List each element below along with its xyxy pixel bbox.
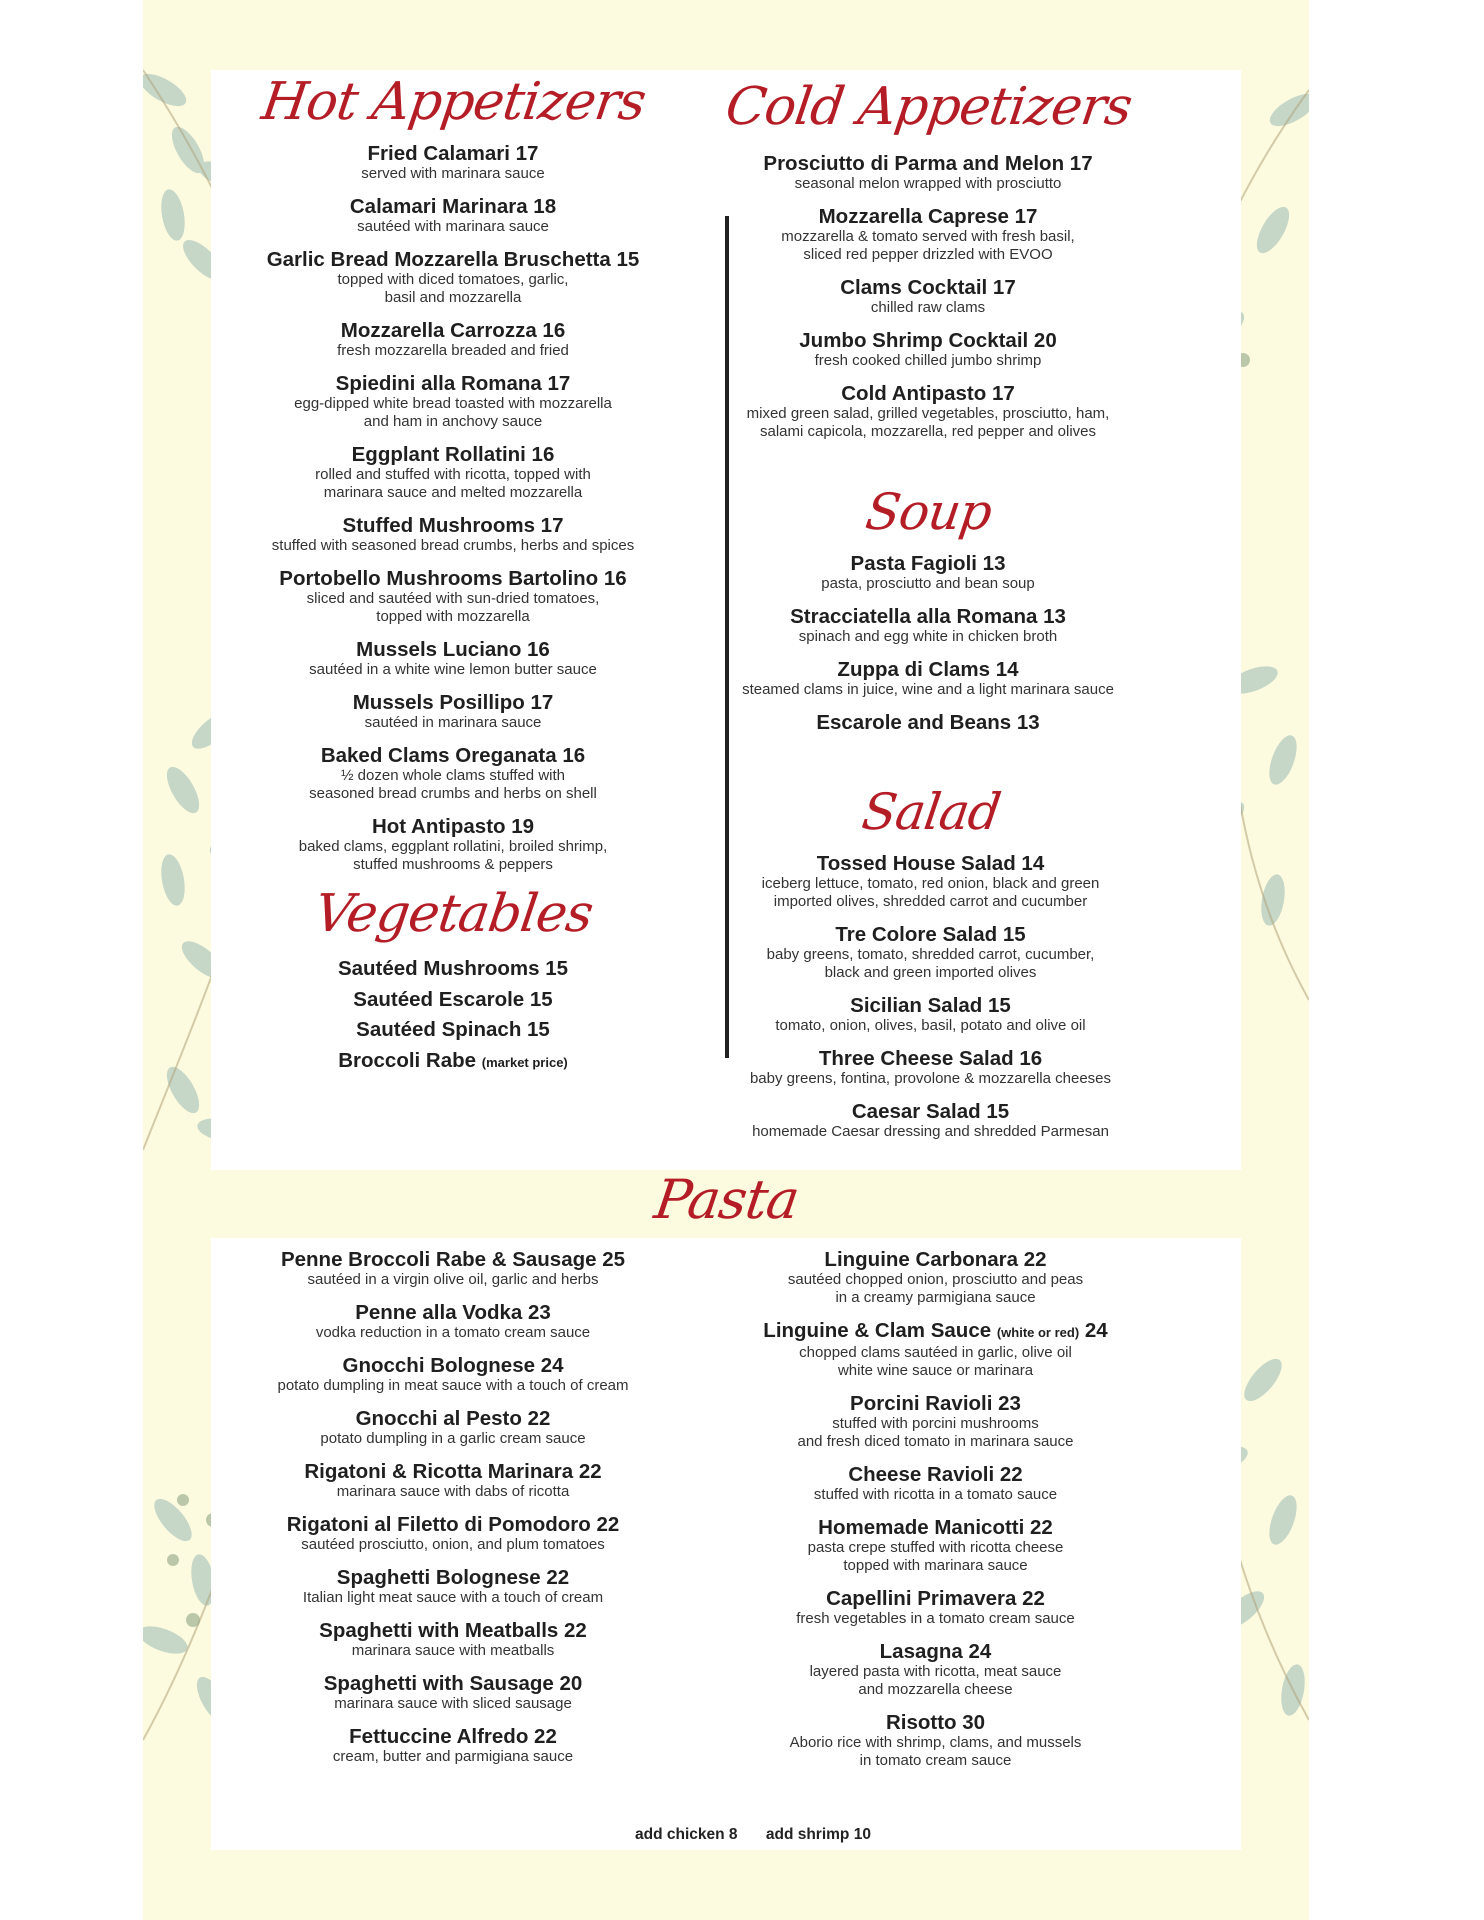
cold-appetizers-list (723, 152, 1133, 441)
menu-item-name: Three Cheese Salad 16 (818, 1047, 1043, 1070)
menu-item-description (218, 1695, 688, 1713)
menu-item-description (218, 1536, 688, 1554)
description-line: fresh cooked chilled jumbo shrimp (814, 352, 1042, 369)
menu-item-name: Spaghetti with Sausage 20 (323, 1672, 583, 1695)
description-line: fresh mozzarella breaded and fried (337, 342, 569, 359)
description-line: and mozzarella cheese (858, 1681, 1013, 1698)
description-line: imported olives, shredded carrot and cucumber (773, 893, 1088, 910)
description-line: topped with mozzarella (376, 608, 530, 625)
description-line: basil and mozzarella (384, 289, 522, 306)
broccoli-rabe-note: (market price) (481, 1054, 568, 1070)
menu-item-name: Rigatoni & Ricotta Marinara 22 (304, 1460, 602, 1483)
menu-item (218, 567, 688, 626)
menu-item-description (218, 165, 688, 183)
description-line: and ham in anchovy sauce (363, 413, 543, 430)
menu-item (723, 1640, 1148, 1699)
menu-item-name: Spaghetti with Meatballs 22 (319, 1619, 587, 1642)
menu-item-description (723, 352, 1133, 370)
description-line: marinara sauce and melted mozzarella (323, 484, 583, 501)
description-line: cream, butter and parmigiana sauce (332, 1748, 574, 1765)
menu-item (723, 605, 1133, 646)
menu-item (718, 994, 1143, 1035)
menu-item-description (723, 1610, 1148, 1628)
description-line: Italian light meat sauce with a touch of cream (302, 1589, 604, 1606)
description-line: sautéed prosciutto, onion, and plum tomatoes (301, 1536, 605, 1553)
menu-item-name: Tre Colore Salad 15 (835, 923, 1026, 946)
vegetables-title: Vegetables (310, 884, 597, 944)
description-line: rolled and stuffed with ricotta, topped with (315, 466, 591, 483)
description-line: baby greens, tomato, shredded carrot, cucumber, (766, 946, 1095, 963)
menu-item (218, 1672, 688, 1713)
menu-item-name: Escarole and Beans 13 (816, 711, 1040, 734)
menu-item (723, 382, 1133, 441)
description-line: vodka reduction in a tomato cream sauce (315, 1324, 591, 1341)
menu-item-description (218, 590, 688, 626)
menu-item (723, 552, 1133, 593)
menu-item-name: Homemade Manicotti 22 (818, 1516, 1053, 1539)
menu-item-description (218, 342, 688, 360)
menu-item (218, 1513, 688, 1554)
menu-item (723, 152, 1133, 193)
menu-item-description (218, 537, 688, 555)
menu-item-name: Clams Cocktail 17 (840, 276, 1016, 299)
menu-item-name: Jumbo Shrimp Cocktail 20 (799, 329, 1057, 352)
menu-item-note: (white or red) (996, 1325, 1080, 1340)
menu-item (218, 1301, 688, 1342)
pasta-right-list (723, 1248, 1148, 1770)
description-line: seasonal melon wrapped with prosciutto (794, 175, 1062, 192)
description-line: and fresh diced tomato in marinara sauce (797, 1433, 1074, 1450)
description-line: ½ dozen whole clams stuffed with (340, 767, 565, 784)
menu-item-description (218, 714, 688, 732)
menu-item-description (218, 466, 688, 502)
cold-appetizers-title: Cold Appetizers (722, 77, 1136, 137)
pasta-left-list (218, 1248, 688, 1766)
menu-item (218, 514, 688, 555)
menu-item-name: Spiedini alla Romana 17 (335, 372, 571, 395)
menu-item (218, 744, 688, 803)
menu-item (218, 1566, 688, 1607)
vegetable-item: Sautéed Spinach 15 (356, 1018, 550, 1041)
salad-list (718, 852, 1143, 1141)
menu-page (143, 0, 1309, 1920)
soup-title: Soup (862, 483, 995, 541)
menu-item-name: Prosciutto di Parma and Melon 17 (763, 152, 1093, 175)
menu-item-name: Cold Antipasto 17 (841, 382, 1015, 405)
vegetables-section (218, 882, 688, 1078)
menu-item-description (218, 661, 688, 679)
menu-item-description (218, 271, 688, 307)
menu-item (218, 1407, 688, 1448)
description-line: stuffed with seasoned bread crumbs, herbs and spices (271, 537, 635, 554)
menu-item-name: Penne alla Vodka 23 (355, 1301, 551, 1324)
menu-item-description (218, 1377, 688, 1395)
menu-item-description (218, 218, 688, 236)
menu-item-description (718, 875, 1143, 911)
menu-item-name: Mussels Posillipo 17 (352, 691, 554, 714)
menu-item (718, 1100, 1143, 1141)
description-line: in a creamy parmigiana sauce (835, 1289, 1036, 1306)
soup-list (723, 552, 1133, 734)
menu-item-name: Mussels Luciano 16 (356, 638, 550, 661)
hot-appetizers-section (218, 70, 688, 1078)
menu-item-name: Risotto 30 (885, 1711, 986, 1734)
pasta-left-column (218, 1248, 688, 1778)
salad-section (718, 780, 1143, 1153)
menu-item-description (723, 628, 1133, 646)
menu-item (718, 923, 1143, 982)
menu-item-description (723, 681, 1133, 699)
description-line: marinara sauce with sliced sausage (334, 1695, 572, 1712)
menu-item (723, 205, 1133, 264)
menu-item-description (723, 1344, 1148, 1380)
menu-item-description (718, 1123, 1143, 1141)
vegetable-item: Sautéed Escarole 15 (353, 987, 553, 1011)
description-line: topped with diced tomatoes, garlic, (337, 271, 569, 288)
description-line: served with marinara sauce (361, 165, 545, 182)
description-line: chopped clams sautéed in garlic, olive oil (799, 1344, 1072, 1361)
menu-item-description (718, 1070, 1143, 1088)
menu-item-description (723, 575, 1133, 593)
menu-item-description (718, 1017, 1143, 1035)
description-line: mixed green salad, grilled vegetables, prosciutto, ham, (746, 405, 1110, 422)
menu-item (218, 372, 688, 431)
menu-item (218, 142, 688, 183)
menu-item (218, 319, 688, 360)
menu-item (723, 1516, 1148, 1575)
menu-item (723, 1392, 1148, 1451)
hot-appetizers-title: Hot Appetizers (258, 72, 649, 132)
description-line: sautéed in a virgin olive oil, garlic and herbs (307, 1271, 599, 1288)
menu-item (718, 1047, 1143, 1088)
menu-item-title: Linguine & Clam Sauce (763, 1319, 992, 1342)
menu-item (218, 638, 688, 679)
menu-item (723, 276, 1133, 317)
description-line: salami capicola, mozzarella, red pepper and olives (759, 423, 1096, 440)
menu-item (723, 1319, 1148, 1380)
description-line: homemade Caesar dressing and shredded Parmesan (752, 1123, 1109, 1140)
menu-item-description (218, 1483, 688, 1501)
menu-item (218, 691, 688, 732)
description-line: stuffed with porcini mushrooms (832, 1415, 1039, 1432)
menu-item-name: Gnocchi Bolognese 24 (342, 1354, 564, 1377)
broccoli-rabe-name: Broccoli Rabe (338, 1048, 477, 1072)
description-line: sliced and sautéed with sun-dried tomatoes, (306, 590, 600, 607)
description-line: pasta crepe stuffed with ricotta cheese (807, 1539, 1064, 1556)
menu-item (723, 658, 1133, 699)
menu-item-description (218, 1642, 688, 1660)
description-line: fresh vegetables in a tomato cream sauce (796, 1610, 1075, 1627)
salad-title: Salad (858, 783, 1004, 841)
menu-item-name: Stracciatella alla Romana 13 (790, 605, 1066, 628)
description-line: marinara sauce with meatballs (351, 1642, 555, 1659)
menu-item-name: Calamari Marinara 18 (349, 195, 557, 218)
menu-item-name: Fried Calamari 17 (367, 142, 539, 165)
menu-item-name: Hot Antipasto 19 (371, 815, 535, 838)
description-line: sautéed with marinara sauce (357, 218, 549, 235)
soup-section (723, 480, 1133, 746)
description-line: baby greens, fontina, provolone & mozzarella cheeses (749, 1070, 1112, 1087)
description-line: sautéed in a white wine lemon butter sauce (309, 661, 597, 678)
menu-item (218, 248, 688, 307)
description-line: white wine sauce or marinara (837, 1362, 1034, 1379)
add-shrimp-option: add shrimp 10 (765, 1826, 871, 1843)
description-line: egg-dipped white bread toasted with mozzarella (294, 395, 612, 412)
description-line: in tomato cream sauce (859, 1752, 1012, 1769)
description-line: steamed clams in juice, wine and a light marinara sauce (742, 681, 1114, 698)
menu-item-description (723, 405, 1133, 441)
menu-item-name: Fettuccine Alfredo 22 (349, 1725, 557, 1748)
menu-item (218, 1354, 688, 1395)
cold-appetizers-section (722, 70, 1136, 453)
menu-item-description (218, 1324, 688, 1342)
menu-item-name: Rigatoni al Filetto di Pomodoro 22 (286, 1513, 620, 1536)
menu-item-name: Penne Broccoli Rabe & Sausage 25 (280, 1248, 626, 1271)
menu-item (218, 1725, 688, 1766)
menu-item-description (723, 1271, 1148, 1307)
pasta-right-column (723, 1248, 1148, 1782)
menu-item-name: Linguine Carbonara 22 (824, 1248, 1047, 1271)
menu-item-price: 24 (1084, 1319, 1108, 1342)
menu-item (218, 195, 688, 236)
menu-item-description (723, 299, 1133, 317)
menu-item-name: Pasta Fagioli 13 (850, 552, 1006, 575)
menu-item-description (218, 395, 688, 431)
description-line: marinara sauce with dabs of ricotta (336, 1483, 570, 1500)
pasta-title: Pasta (650, 1168, 803, 1231)
menu-item (723, 1587, 1148, 1628)
menu-item-description (723, 1734, 1148, 1770)
description-line: stuffed mushrooms & peppers (353, 856, 553, 873)
menu-item-name: Capellini Primavera 22 (826, 1587, 1045, 1610)
menu-item-name: Porcini Ravioli 23 (850, 1392, 1021, 1415)
menu-item (218, 1460, 688, 1501)
menu-item (218, 1619, 688, 1660)
pasta-addons (603, 1826, 903, 1844)
description-line: layered pasta with ricotta, meat sauce (809, 1663, 1062, 1680)
menu-item (723, 1711, 1148, 1770)
description-line: potato dumpling in meat sauce with a touch of cream (277, 1377, 629, 1394)
menu-item-name (723, 1319, 1148, 1344)
menu-item-description (723, 175, 1133, 193)
pasta-section-header (606, 1168, 846, 1240)
menu-item-name: Spaghetti Bolognese 22 (336, 1566, 570, 1589)
menu-item-name: Garlic Bread Mozzarella Bruschetta 15 (266, 248, 640, 271)
menu-item (218, 815, 688, 874)
menu-item-name: Zuppa di Clams 14 (837, 658, 1019, 681)
hot-appetizers-list (218, 142, 688, 874)
description-line: black and green imported olives (824, 964, 1037, 981)
vegetables-list (218, 954, 688, 1046)
description-line: sautéed chopped onion, prosciutto and peas (787, 1271, 1084, 1288)
description-line: baked clams, eggplant rollatini, broiled shrimp, (298, 838, 608, 855)
description-line: mozzarella & tomato served with fresh basil, (781, 228, 1075, 245)
description-line: sliced red pepper drizzled with EVOO (803, 246, 1053, 263)
menu-item-name: Portobello Mushrooms Bartolino 16 (279, 567, 627, 590)
vegetable-item: Sautéed Mushrooms 15 (337, 957, 569, 980)
description-line: sautéed in marinara sauce (364, 714, 542, 731)
menu-item-name: Baked Clams Oreganata 16 (320, 744, 586, 767)
menu-item (723, 329, 1133, 370)
menu-item (723, 1463, 1148, 1504)
menu-item-name: Stuffed Mushrooms 17 (342, 514, 564, 537)
menu-item-description (218, 1589, 688, 1607)
description-line: seasoned bread crumbs and herbs on shell (309, 785, 597, 802)
description-line: stuffed with ricotta in a tomato sauce (813, 1486, 1058, 1503)
menu-item-description (218, 1271, 688, 1289)
menu-item (218, 1248, 688, 1289)
menu-item-name: Tossed House Salad 14 (816, 852, 1045, 875)
description-line: spinach and egg white in chicken broth (798, 628, 1058, 645)
menu-item-description (218, 838, 688, 874)
description-line: potato dumpling in a garlic cream sauce (320, 1430, 586, 1447)
description-line: Aborio rice with shrimp, clams, and mussels (789, 1734, 1082, 1751)
menu-item-name: Gnocchi al Pesto 22 (355, 1407, 551, 1430)
description-line: tomato, onion, olives, basil, potato and olive oil (775, 1017, 1086, 1034)
menu-item-name: Mozzarella Carrozza 16 (340, 319, 566, 342)
menu-item-description (218, 1430, 688, 1448)
add-chicken-option: add chicken 8 (635, 1826, 738, 1843)
menu-item-description (723, 1539, 1148, 1575)
description-line: chilled raw clams (870, 299, 986, 316)
menu-item-name: Sicilian Salad 15 (850, 994, 1011, 1017)
menu-item-description (723, 1663, 1148, 1699)
description-line: iceberg lettuce, tomato, red onion, black and green (761, 875, 1100, 892)
menu-item-description (723, 228, 1133, 264)
broccoli-rabe-item (218, 1046, 688, 1079)
menu-item (723, 1248, 1148, 1307)
description-line: pasta, prosciutto and bean soup (821, 575, 1035, 592)
menu-item-description (718, 946, 1143, 982)
menu-item-name: Lasagna 24 (879, 1640, 992, 1663)
menu-item-name: Mozzarella Caprese 17 (818, 205, 1038, 228)
menu-item-description (723, 1415, 1148, 1451)
menu-item (723, 711, 1133, 734)
menu-item-name: Cheese Ravioli 22 (848, 1463, 1023, 1486)
menu-item-name: Caesar Salad 15 (851, 1100, 1010, 1123)
menu-item-description (723, 1486, 1148, 1504)
menu-item-description (218, 1748, 688, 1766)
menu-item (718, 852, 1143, 911)
menu-item-description (218, 767, 688, 803)
menu-item (218, 443, 688, 502)
menu-item-name: Eggplant Rollatini 16 (351, 443, 555, 466)
description-line: topped with marinara sauce (843, 1557, 1028, 1574)
